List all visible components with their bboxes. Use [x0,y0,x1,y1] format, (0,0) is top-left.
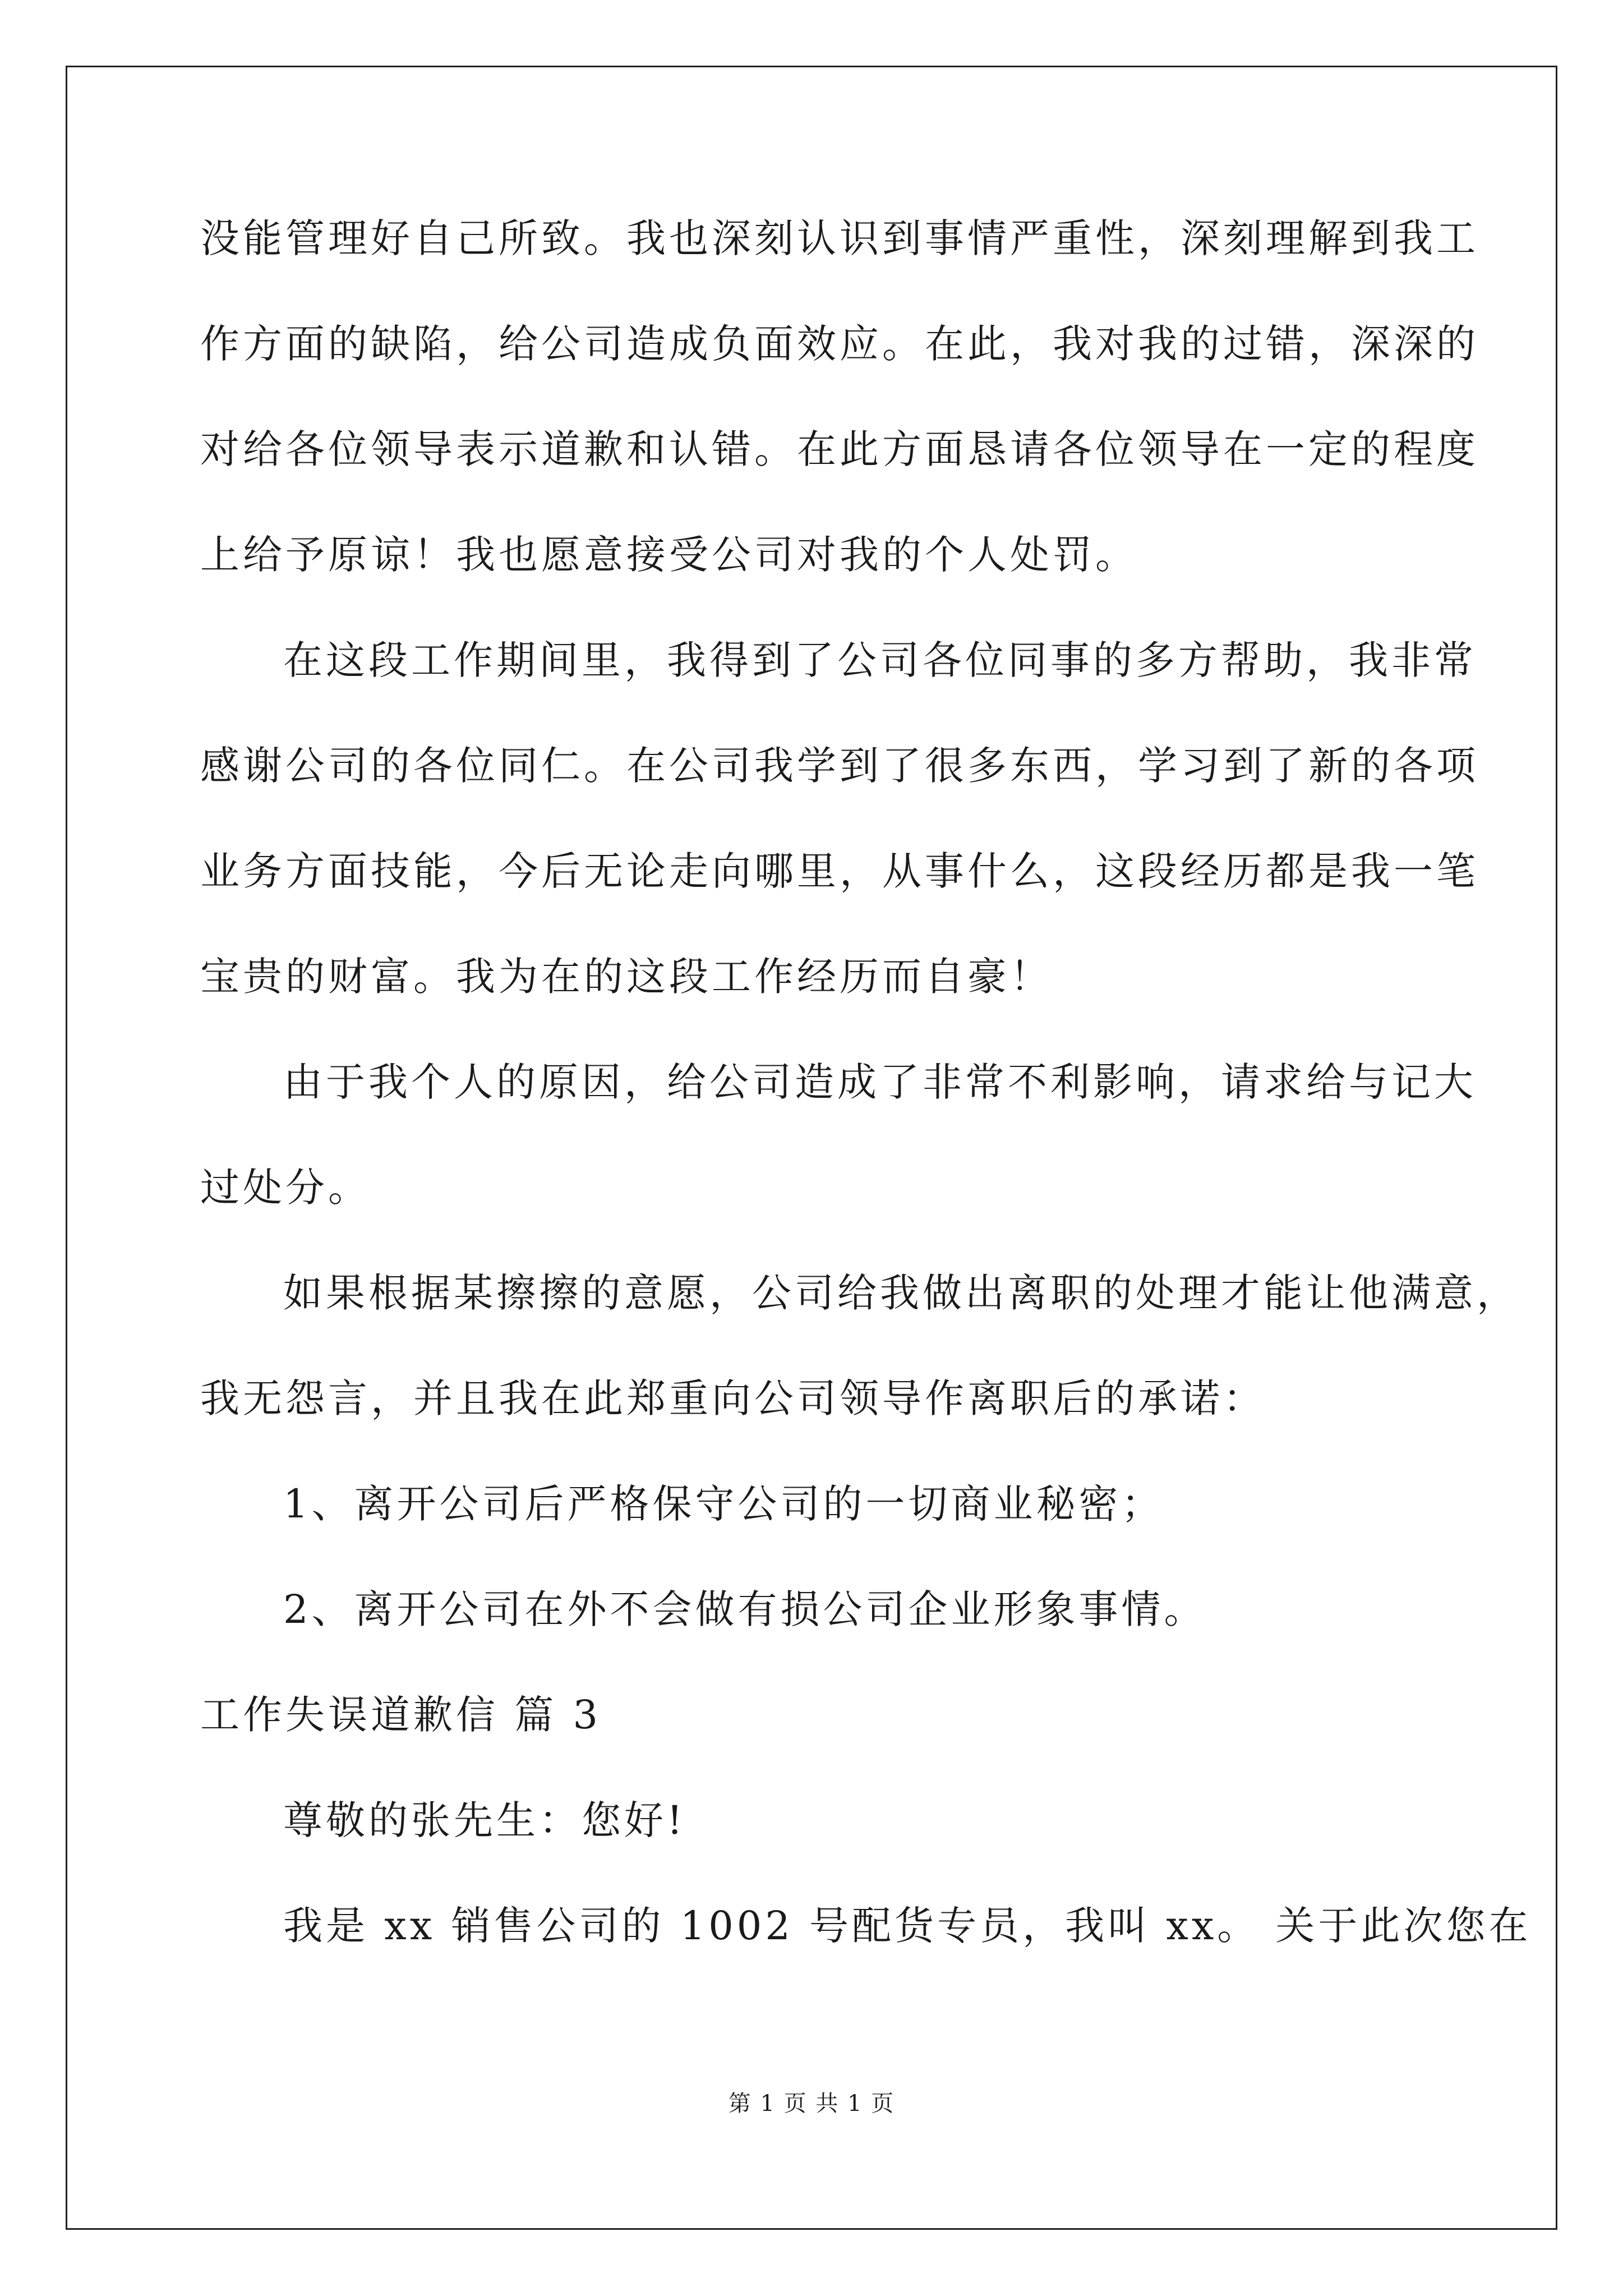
text-line: 上给予原谅！我也愿意接受公司对我的个人处罚。 [200,532,1138,578]
text-line: 业务方面技能，今后无论走向哪里，从事什么，这段经历都是我一笔 [200,848,1479,894]
text-line: 1、离开公司后严格保守公司的一切商业秘密； [283,1481,1164,1527]
text-line: 在这段工作期间里，我得到了公司各位同事的多方帮助，我非常 [283,637,1477,683]
text-line: 2、离开公司在外不会做有损公司企业形象事情。 [283,1586,1207,1632]
text-line: 作方面的缺陷，给公司造成负面效应。在此，我对我的过错，深深的 [200,321,1479,367]
text-line: 没能管理好自己所致。我也深刻认识到事情严重性，深刻理解到我工 [200,215,1479,261]
text-line: 过处分。 [200,1165,371,1211]
text-line: 对给各位领导表示道歉和认错。在此方面恳请各位领导在一定的程度 [200,426,1479,472]
text-line: 宝贵的财富。我为在的这段工作经历而自豪！ [200,954,1053,1000]
text-line: 如果根据某擦擦的意愿，公司给我做出离职的处理才能让他满意， [283,1270,1519,1316]
text-line: 我无怨言，并且我在此郑重向公司领导作离职后的承诺： [200,1375,1266,1421]
section-heading: 工作失误道歉信 篇 3 [200,1692,602,1738]
salutation: 尊敬的张先生：您好! [283,1797,686,1843]
text-line: 感谢公司的各位同仁。在公司我学到了很多东西，学习到了新的各项 [200,743,1479,789]
page-number-footer: 第 1 页 共 1 页 [728,2091,895,2116]
text-line: 我是 xx 销售公司的 1002 号配货专员，我叫 xx。 关于此次您在 [283,1903,1532,1949]
text-line: 由于我个人的原因，给公司造成了非常不利影响，请求给与记大 [283,1059,1477,1105]
